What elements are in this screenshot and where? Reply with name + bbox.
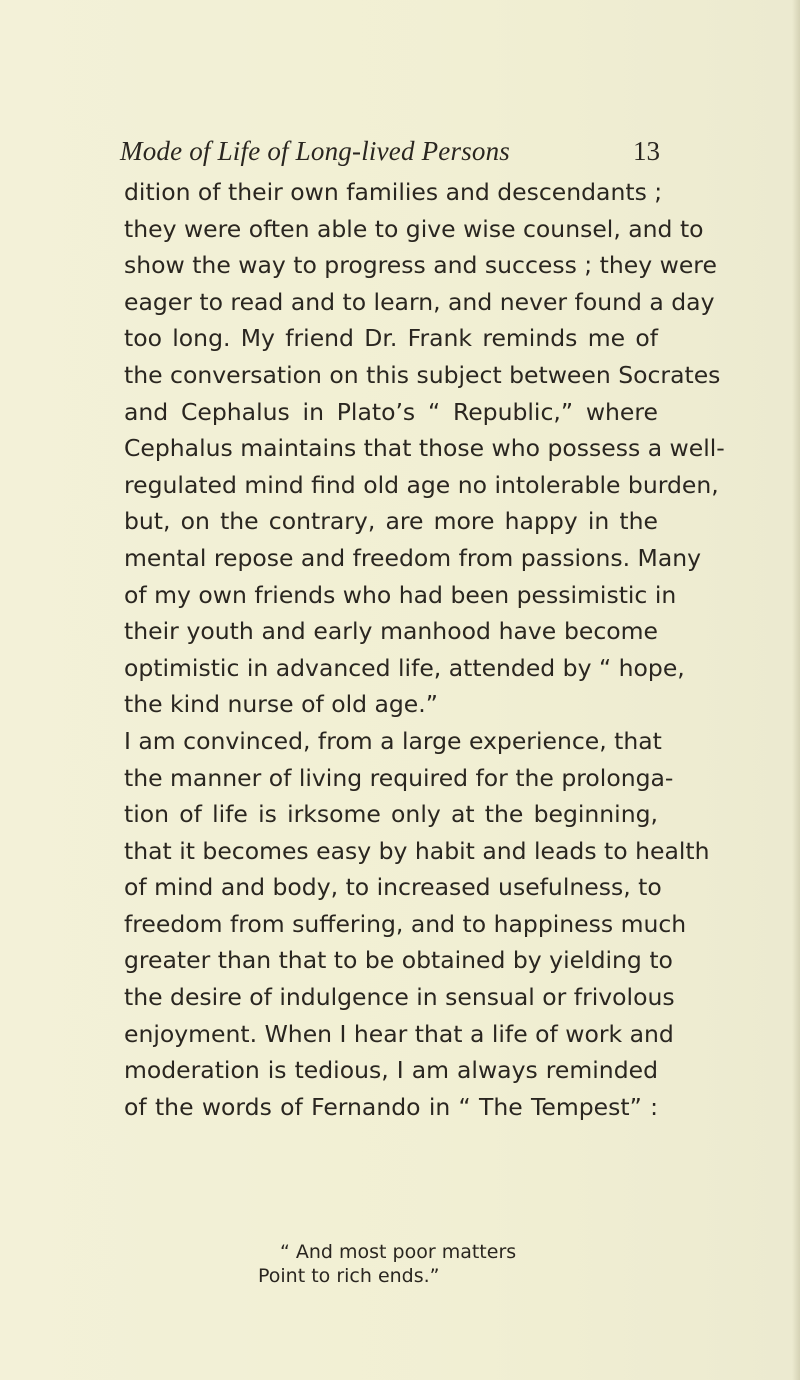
text-line: the manner of living required for the prolonga- [124,763,674,792]
text-line: too long. My friend Dr. Frank reminds me of [124,324,658,353]
text-line: of mind and body, to increased usefulness, to [124,873,662,902]
text-line: and Cephalus in Plato’s “ Republic,” where [124,397,658,426]
text-line: the desire of indulgence in sensual or frivolous [124,983,675,1012]
text-line: eager to read and to learn, and never found a day [124,287,715,316]
text-line: freedom from suffering, and to happiness much [124,909,687,938]
text-line: Cephalus maintains that those who possess a well- [124,434,725,463]
text-line: show the way to progress and success ; they were [124,251,717,280]
block-quote [258,1240,516,1288]
page-header [120,136,660,176]
text-line: but, on the contrary, are more happy in the [124,507,658,536]
text-line: their youth and early manhood have become [124,617,658,646]
text-line: of my own friends who had been pessimistic in [124,580,677,609]
quote-line: Point to rich ends.” [258,1265,440,1287]
body-text [124,174,725,1125]
text-line: enjoyment. When I hear that a life of work and [124,1019,674,1048]
text-line: that it becomes easy by habit and leads to health [124,836,710,865]
text-line: tion of life is irksome only at the beginning, [124,800,658,829]
text-line: moderation is tedious, I am always reminded [124,1056,658,1085]
page-number: 13 [633,136,660,166]
page-edge-shadow [792,0,800,1380]
text-line: dition of their own families and descendants ; [124,178,663,206]
text-line: mental repose and freedom from passions. Many [124,543,702,572]
text-line: the conversation on this subject between Socrates [124,360,721,389]
text-line: I am convinced, from a large experience, that [124,726,662,755]
text-line: regulated mind find old age no intolerable burden, [124,470,719,499]
quote-line: “ And most poor matters [280,1241,517,1263]
text-line: of the words of Fernando in “ The Tempest” : [124,1092,658,1121]
running-head: Mode of Life of Long-lived Persons [120,136,511,166]
text-line: greater than that to be obtained by yielding to [124,946,673,975]
paragraph-end-line: the kind nurse of old age.” [124,690,438,719]
text-line: they were often able to give wise counsel, and to [124,214,704,243]
text-line: optimistic in advanced life, attended by “ hope, [124,653,685,682]
